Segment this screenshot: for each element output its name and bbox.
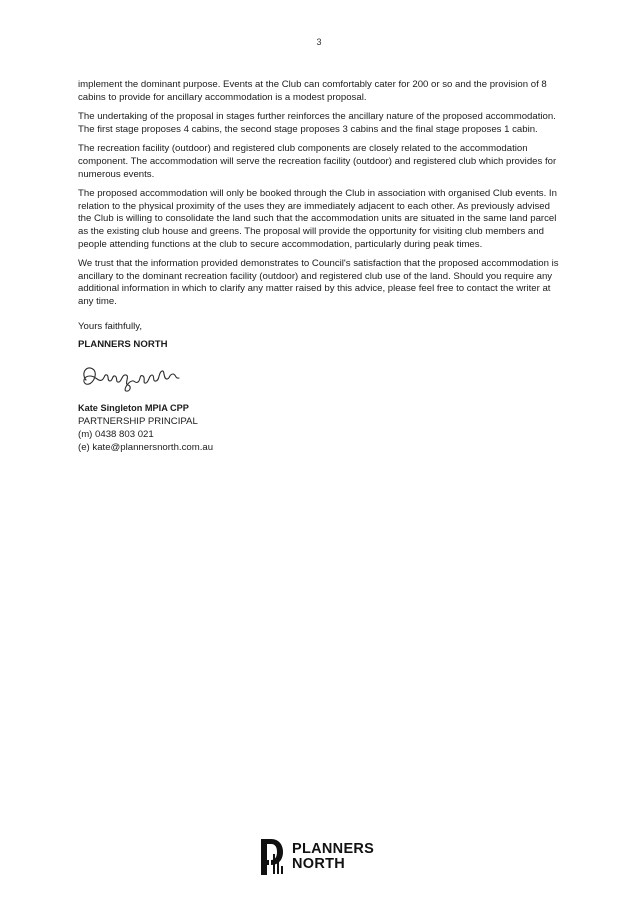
paragraph-staging: The undertaking of the proposal in stages further reinforces the ancillary nature of the proposed accommodation. The first stage proposes 4 cabins, the second stage proposes 3 cabins and the final stage proposes 1 cabin. bbox=[78, 111, 556, 135]
closing-salutation: Yours faithfully, bbox=[78, 320, 142, 332]
page-number: 3 bbox=[316, 37, 322, 47]
closing-firm-name: PLANNERS NORTH bbox=[78, 339, 168, 351]
logo-text-line1: PLANNERS bbox=[292, 841, 375, 857]
signer-email: (e) kate@plannersnorth.com.au bbox=[78, 441, 214, 453]
paragraph-conclusion: We trust that the information provided demonstrates to Council's satisfaction that the proposed accommodation is ancillary to the dominant recreation facility (outdoor) and registered club use of the land. Should you require any additional information in which to clarify any matter raised by this advice, please feel free to contact the writer at any time. bbox=[78, 258, 559, 307]
paragraph-purpose: implement the dominant purpose. Events at the Club can comfortably cater for 200 or so and the provision of 8 cabins to provide for ancillary accommodation is a modest proposal. bbox=[78, 79, 547, 103]
paragraph-booking: The proposed accommodation will only be booked through the Club in association with organised Club events. In relation to the physical proximity of the uses they are immediately adjacent to each other. As previously advised the Club is willing to consolidate the land such that the accommodation units are situated in the same land parcel as the existing club house and greens. The proposal will provide the opportunity for visiting club members and people attending functions at the club to secure accommodation, particularly during peak times. bbox=[78, 188, 557, 250]
logo-mark-icon bbox=[257, 836, 285, 878]
handwritten-signature bbox=[78, 362, 188, 396]
planners-north-logo bbox=[257, 836, 374, 878]
signer-details bbox=[78, 402, 564, 454]
letter-body bbox=[78, 79, 564, 454]
paragraph-components: The recreation facility (outdoor) and registered club components are closely related to the accommodation component. The accommodation will serve the recreation facility (outdoor) and registered club which provides for numerous events. bbox=[78, 143, 557, 180]
signer-name: Kate Singleton MPIA CPP bbox=[78, 402, 189, 413]
signer-mobile: (m) 0438 803 021 bbox=[78, 428, 154, 440]
signer-title: PARTNERSHIP PRINCIPAL bbox=[78, 415, 198, 427]
logo-text-line2: NORTH bbox=[292, 856, 346, 872]
